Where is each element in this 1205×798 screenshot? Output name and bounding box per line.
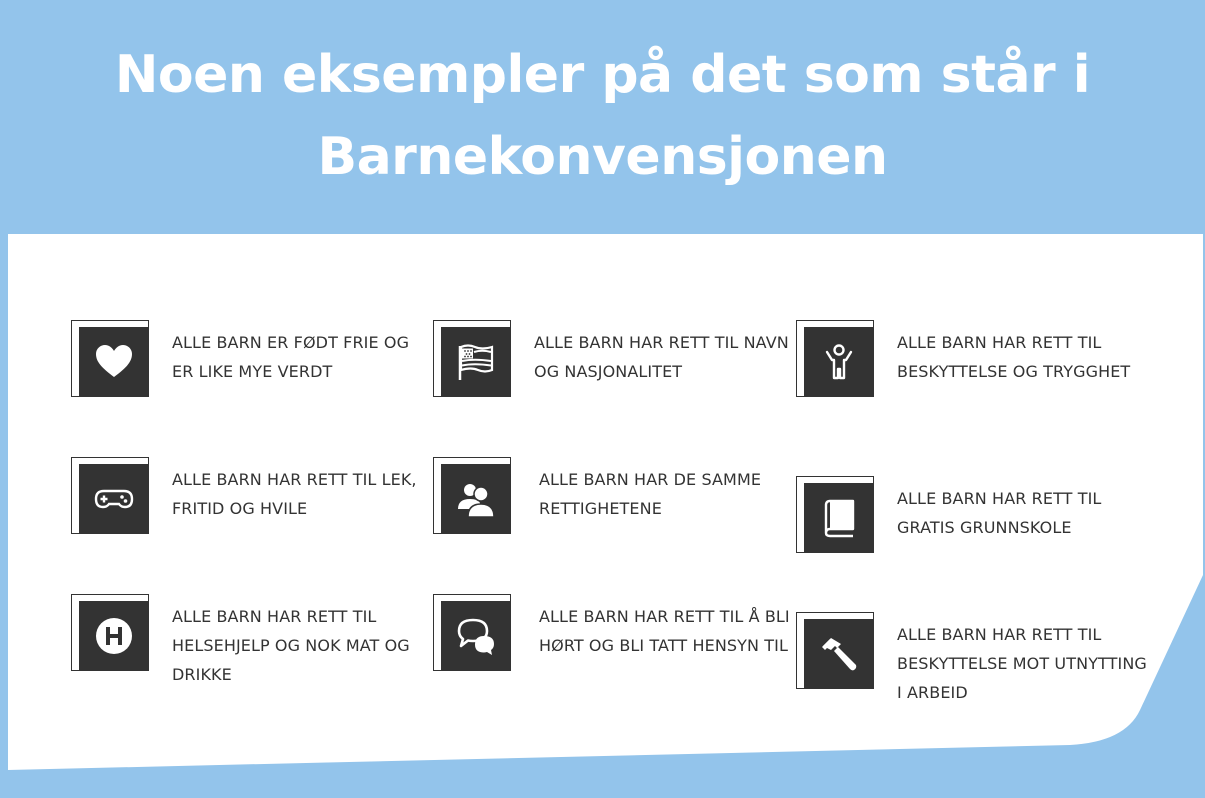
right-item-be-heard <box>433 594 793 704</box>
right-item-free-school <box>796 476 1156 586</box>
flag-icon <box>454 340 498 384</box>
icon-tile <box>796 612 874 690</box>
chat-bubbles-icon <box>454 614 498 658</box>
item-text: ALLE BARN HAR RETT TIL GRATIS GRUNNSKOLE <box>897 489 1102 537</box>
book-icon <box>817 496 861 540</box>
page-title-line2: Barnekonvensjonen <box>317 127 888 187</box>
right-item-name-nationality <box>433 320 793 430</box>
item-text: ALLE BARN HAR RETT TIL Å BLI HØRT OG BLI TATT HENSYN TIL <box>539 607 790 655</box>
icon-tile <box>433 594 511 672</box>
icon-tile <box>796 476 874 554</box>
right-item-health-food <box>71 594 431 704</box>
right-item-play-leisure <box>71 457 431 567</box>
icon-tile <box>433 320 511 398</box>
right-item-protection-safety <box>796 320 1156 430</box>
item-text: ALLE BARN HAR DE SAMME RETTIGHETENE <box>539 470 762 518</box>
item-text: ALLE BARN HAR RETT TIL HELSEHJELP OG NOK MAT OG DRIKKE <box>172 607 410 684</box>
page-title-line1: Noen eksempler på det som står i <box>114 45 1091 105</box>
icon-tile <box>796 320 874 398</box>
icon-tile <box>71 320 149 398</box>
icon-tile <box>433 457 511 535</box>
hospital-icon <box>92 614 136 658</box>
icon-tile <box>71 457 149 535</box>
child-icon <box>817 340 861 384</box>
item-text: ALLE BARN HAR RETT TIL BESKYTTELSE OG TRYGGHET <box>897 333 1131 381</box>
right-item-labor-protection <box>796 612 1156 722</box>
right-item-same-rights <box>433 457 793 567</box>
gamepad-icon <box>92 477 136 521</box>
item-text: ALLE BARN HAR RETT TIL NAVN OG NASJONALITET <box>534 333 789 381</box>
item-text: ALLE BARN ER FØDT FRIE OG ER LIKE MYE VERDT <box>172 333 410 381</box>
hammer-icon <box>817 632 861 676</box>
item-text: ALLE BARN HAR RETT TIL BESKYTTELSE MOT UTNYTTING I ARBEID <box>897 625 1147 702</box>
right-item-equal-worth <box>71 320 431 430</box>
page-title <box>0 34 1205 198</box>
icon-tile <box>71 594 149 672</box>
item-text: ALLE BARN HAR RETT TIL LEK, FRITID OG HVILE <box>172 470 417 518</box>
heart-icon <box>92 340 136 384</box>
users-icon <box>454 477 498 521</box>
